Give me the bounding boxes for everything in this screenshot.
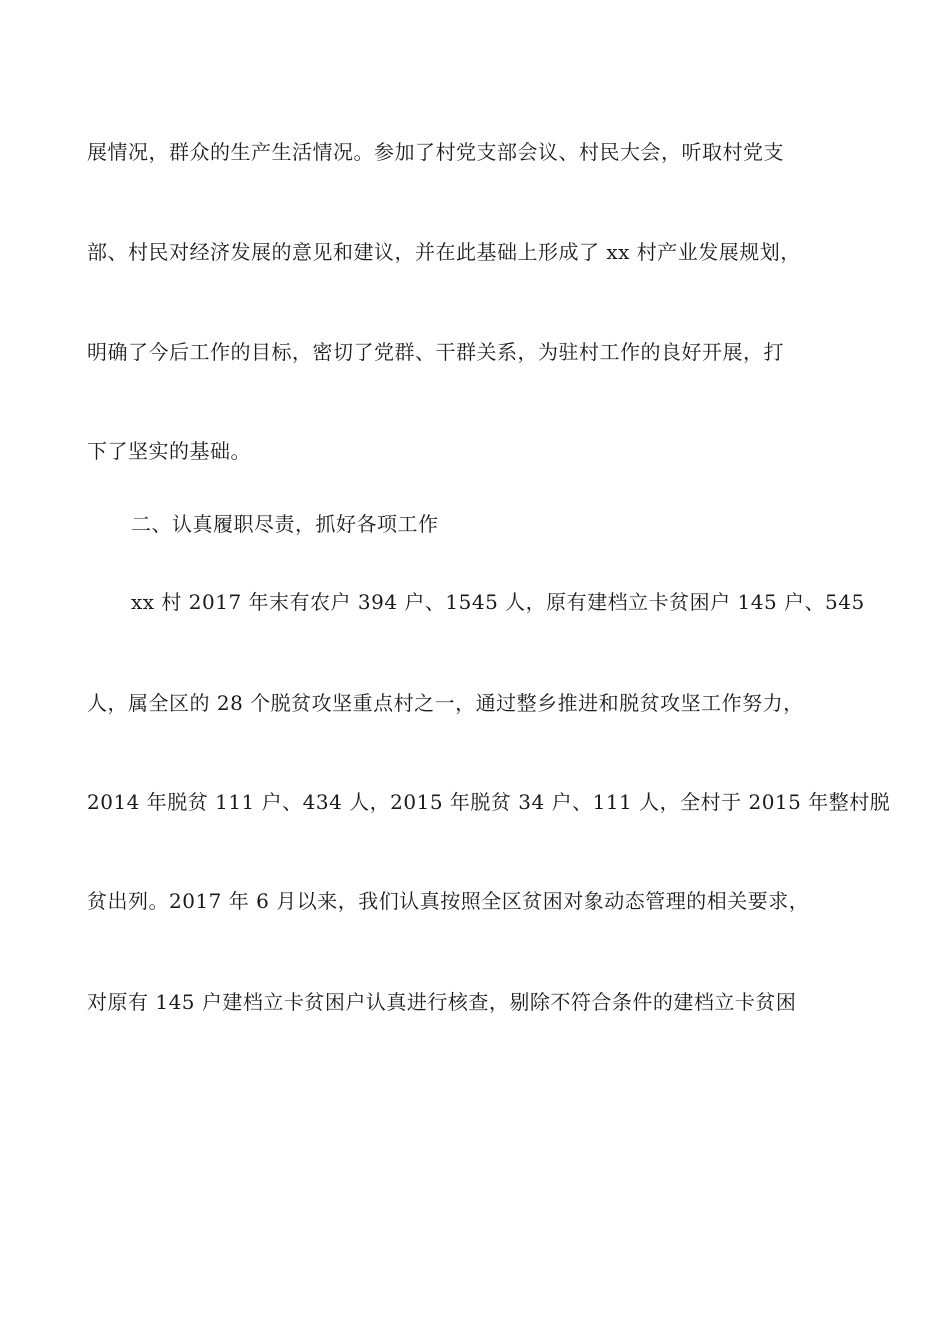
body-text-line: 2014 年脱贫 111 户、434 人，2015 年脱贫 34 户、111 人，全村于 2015 年整村脱 <box>87 790 891 814</box>
body-text-line: 下了坚实的基础。 <box>87 439 251 463</box>
body-text-line: 明确了今后工作的目标，密切了党群、干群关系，为驻村工作的良好开展，打 <box>87 340 784 364</box>
body-text-line: 展情况，群众的生产生活情况。参加了村党支部会议、村民大会，听取村党支 <box>87 140 784 164</box>
section-heading: 二、认真履职尽责，抓好各项工作 <box>131 512 439 536</box>
body-text-line: 贫出列。2017 年 6 月以来，我们认真按照全区贫困对象动态管理的相关要求， <box>87 889 810 913</box>
body-text-line: xx 村 2017 年末有农户 394 户、1545 人，原有建档立卡贫困户 145 户、545 <box>131 590 865 614</box>
body-text-line: 人，属全区的 28 个脱贫攻坚重点村之一，通过整乡推进和脱贫攻坚工作努力， <box>87 691 804 715</box>
body-text-line: 对原有 145 户建档立卡贫困户认真进行核查，剔除不符合条件的建档立卡贫困 <box>87 990 797 1014</box>
body-text-line: 部、村民对经济发展的意见和建议，并在此基础上形成了 xx 村产业发展规划， <box>87 240 801 264</box>
